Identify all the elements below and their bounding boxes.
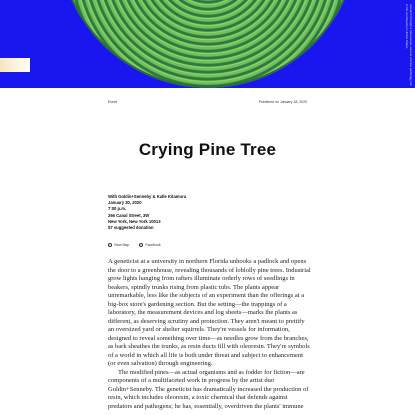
article-body: [108, 258, 312, 411]
facebook-label: Facebook: [145, 243, 161, 247]
article-paragraph: The modified pines—as actual organisms and as fodder for fiction—are components of a multifaceted work in progress by the artist duo Goldin+Senneby. The geneticist has dramatically increased the production of resin, which includes oleoresin, a toxic chemical that defends against predators and pathogens; he has, essentially, overdriven the plants' immune: [108, 368, 309, 410]
article-paragraph: A geneticist at a university in northern Florida unhooks a padlock and opens the door to a greenhouse, revealing thousands of loblolly pine trees. Industrial grow lights hanging from rafters illuminate orderly rows of seedlings in beakers, spindly trunks rising from plastic tubs. The plants appear unremarkable, less like the subjects of an experiment than the offerings at a big-box store's gardening section. But the setting—the trappings of a laboratory, the measurement devices and log sheets—marks the plants as different, as deserving scrutiny and protection. They aren't meant to prettify an oversized yard or shelter squirrels. They're vessels for information, designed to reveal something over time—as needles grow from the branches, as bark sheathes the trunks, as resin ducts fill with oleoresin. They're symbols of a world in which all life is both under threat and subject to enhancement (or even salvation) through engineering.: [108, 258, 311, 367]
facebook-link[interactable]: [139, 243, 160, 247]
event-time: 7:00 p.m.: [108, 206, 127, 212]
event-address-line1: 266 Canal Street, 3W: [108, 212, 150, 218]
event-participants: With Goldin+Senneby & Kalle Kitamura: [108, 194, 187, 199]
pine-cross-section-image: [58, 0, 358, 88]
published-date: Published on January 18, 2020: [258, 100, 307, 104]
map-pin-icon: [108, 243, 112, 247]
hero-side-caption: research through a microscope used at a forest pathology lab in the southeastern United States: [405, 4, 413, 86]
hero-color-bar: [0, 58, 30, 72]
page-title: Crying Pine Tree: [138, 140, 277, 159]
event-address-line2: New York, New York 10013: [108, 218, 161, 224]
view-map-label: View Map: [114, 243, 130, 247]
hero-image: [0, 0, 415, 88]
event-date: January 30, 2020: [108, 200, 142, 206]
share-links: [108, 243, 161, 247]
event-details: [108, 194, 258, 231]
section-label[interactable]: Event: [108, 100, 117, 104]
facebook-icon: [139, 243, 143, 247]
event-donation: $7 suggested donation: [108, 225, 154, 231]
view-map-link[interactable]: [108, 243, 129, 247]
article-meta: [108, 100, 307, 104]
